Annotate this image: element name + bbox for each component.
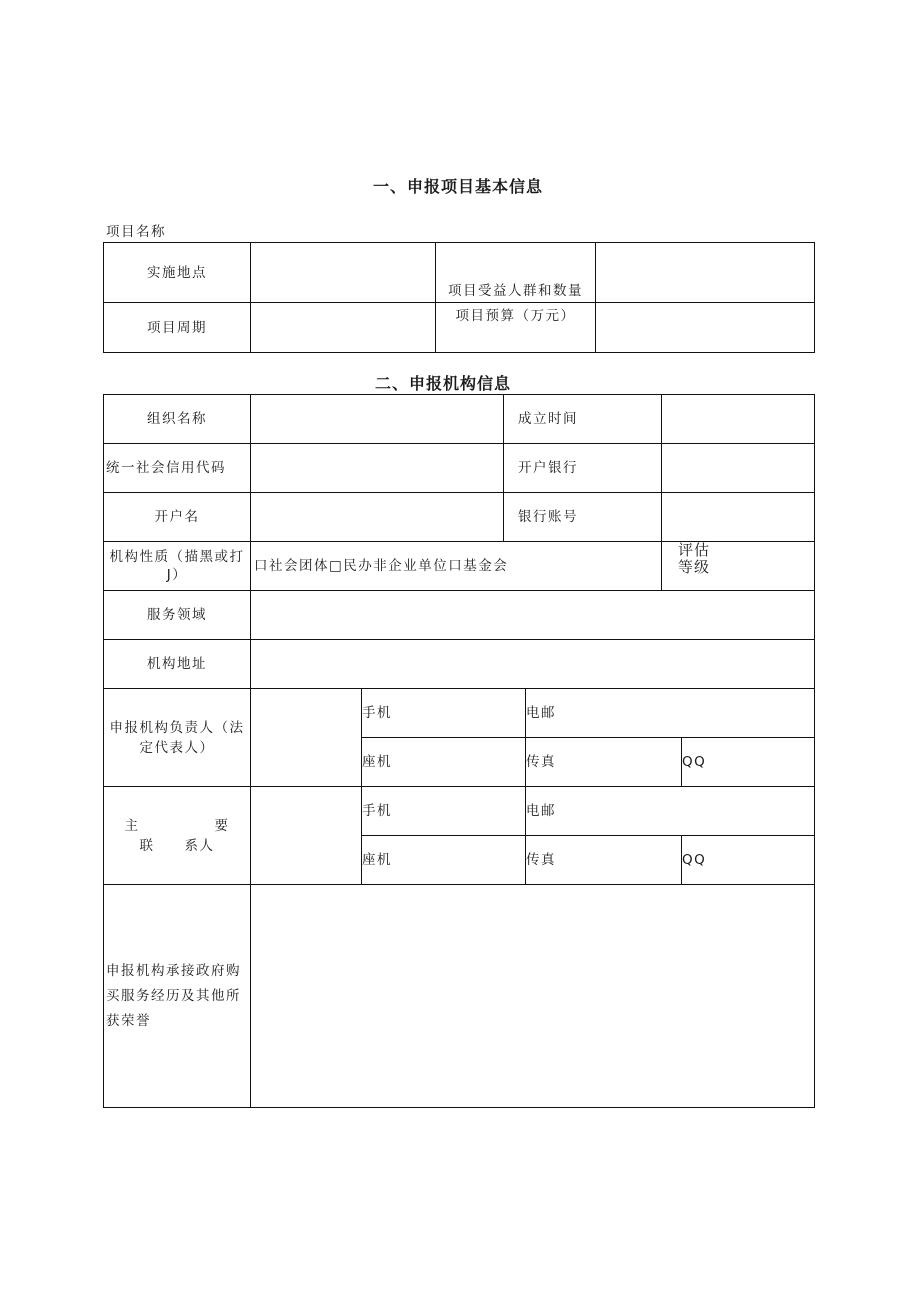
founded-value[interactable] [662,395,815,444]
period-label: 项目周期 [104,303,251,353]
budget-value[interactable] [596,303,815,353]
service-field-value[interactable] [251,591,815,640]
org-name-label: 组织名称 [104,395,251,444]
project-name-label: 项目名称 [106,224,166,240]
rating-label-line2: 等级 [678,558,711,576]
location-label: 实施地点 [104,243,251,303]
org-info-table [103,394,815,689]
bank-label: 开户银行 [504,444,662,493]
contact-mobile-label[interactable]: 手机 [362,787,526,836]
experience-label: 申报机构承接政府购买服务经历及其他所获荣誉 [104,885,251,1108]
beneficiaries-label: 项目受益人群和数量 [436,243,596,303]
leader-landline-label[interactable]: 座机 [362,738,526,787]
beneficiaries-value[interactable] [596,243,815,303]
leader-name-value[interactable] [251,689,362,787]
budget-label: 项目预算（万元） [436,303,596,353]
leader-qq-label[interactable]: QQ [682,738,815,787]
contact-qq-label[interactable]: QQ [682,836,815,885]
section2-title: 二、申报机构信息 [375,374,512,393]
org-name-value[interactable] [251,395,504,444]
credit-code-label: 统一社会信用代码 [104,444,251,493]
contact-label [104,787,251,885]
address-value[interactable] [251,640,815,689]
account-no-label: 银行账号 [504,493,662,542]
leader-email-label[interactable]: 电邮 [526,689,815,738]
contact-label-line1: 主 要 [124,817,230,834]
experience-table [103,884,815,1108]
account-no-value[interactable] [662,493,815,542]
founded-label: 成立时间 [504,395,662,444]
account-name-value[interactable] [251,493,504,542]
leader-label: 申报机构负责人（法定代表人） [104,689,251,787]
leader-mobile-label[interactable]: 手机 [362,689,526,738]
section1-title: 一、申报项目基本信息 [373,177,544,196]
location-value[interactable] [251,243,436,303]
address-label: 机构地址 [104,640,251,689]
rating-label-line1: 评估 [678,541,711,559]
service-field-label: 服务领域 [104,591,251,640]
period-value[interactable] [251,303,436,353]
leader-fax-label[interactable]: 传真 [526,738,682,787]
contact-fax-label[interactable]: 传真 [526,836,682,885]
contact-email-label[interactable]: 电邮 [526,787,815,836]
contact-name-value[interactable] [251,787,362,885]
account-name-label: 开户名 [104,493,251,542]
contacts-table [103,688,815,885]
nature-label: 机构性质（描黑或打J） [104,542,251,591]
experience-value[interactable] [251,885,815,1108]
contact-landline-label[interactable]: 座机 [362,836,526,885]
contact-label-line2: 联 系人 [139,837,215,854]
project-basic-table [103,242,815,353]
nature-options[interactable]: 口社会团体□民办非企业单位口基金会 [251,542,662,591]
rating-label [662,542,815,591]
credit-code-value[interactable] [251,444,504,493]
bank-value[interactable] [662,444,815,493]
